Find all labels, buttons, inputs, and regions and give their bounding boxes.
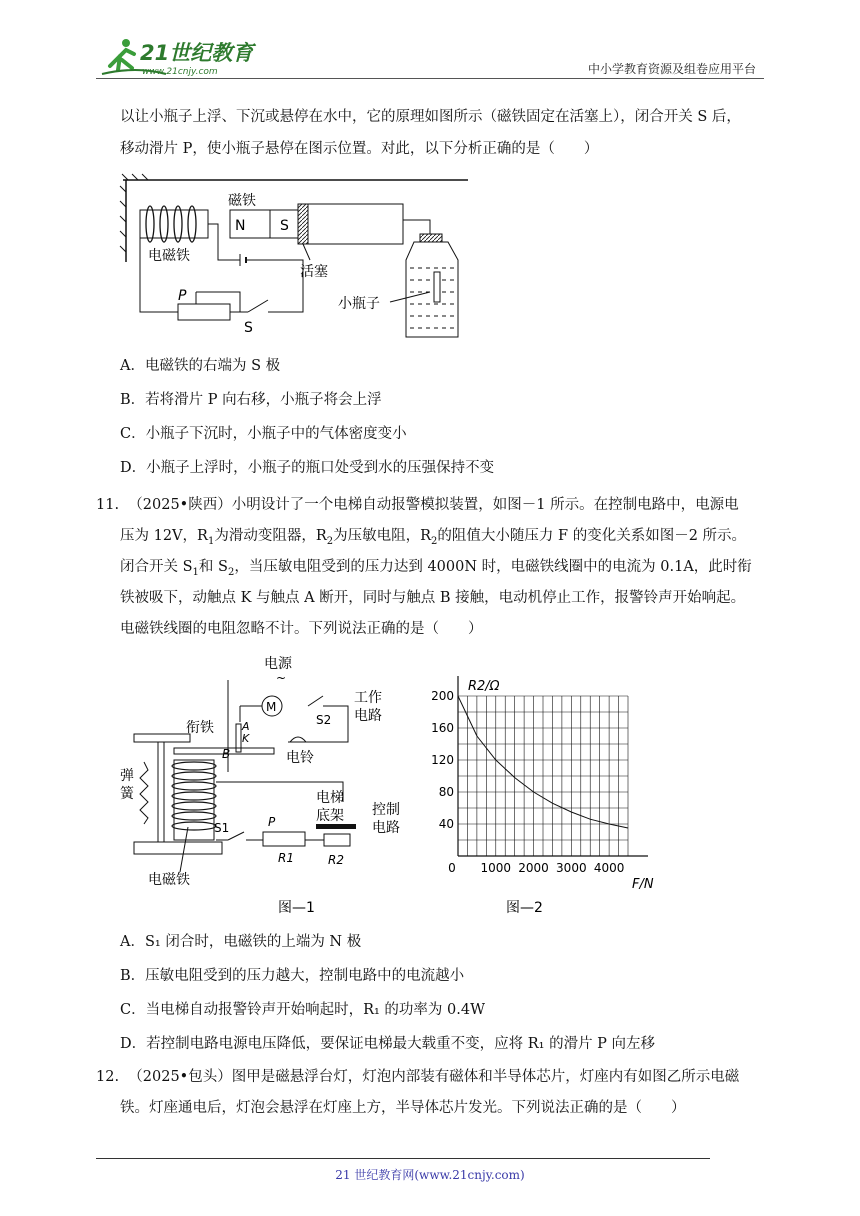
svg-text:图—1: 图—1: [278, 900, 315, 916]
q10-figure: [118, 172, 478, 342]
svg-text:弹: 弹: [120, 768, 134, 784]
svg-text:A: A: [242, 720, 250, 733]
header-divider: [96, 78, 764, 79]
x-tick-label: 4000: [593, 861, 625, 875]
magnet-n-label: N: [235, 218, 246, 234]
header-platform-text: 中小学教育资源及组卷应用平台: [587, 62, 756, 76]
svg-text:K: K: [242, 732, 250, 745]
q11-option-b[interactable]: B．压敏电阻受到的压力越大，控制电路中的电流越小: [120, 968, 465, 984]
figure-2-caption: 图—2: [506, 900, 543, 916]
svg-text:P: P: [268, 815, 276, 829]
x-tick-label: 0: [448, 861, 456, 875]
svg-text:S1: S1: [214, 821, 230, 835]
svg-text:S2: S2: [316, 713, 332, 727]
svg-text:工作: 工作: [354, 690, 382, 706]
svg-text:衔铁: 衔铁: [186, 720, 214, 736]
switch-s-label: S: [244, 320, 253, 336]
y-tick-label: 120: [431, 753, 454, 767]
svg-text:R1: R1: [278, 851, 294, 865]
y-tick-label: 40: [438, 817, 454, 831]
svg-text:电源: 电源: [264, 656, 292, 672]
q11-line-1: 11. （2025•陕西）小明设计了一个电梯自动报警模拟装置，如图－1 所示。在控制电路中，电源电: [96, 497, 739, 513]
logo-text: 21世纪教育: [140, 41, 254, 65]
q11-source: （2025•陕西）: [128, 497, 232, 513]
magnet-s-label: S: [280, 218, 289, 234]
piston-label: 活塞: [300, 264, 328, 280]
q11-option-d[interactable]: D．若控制电路电源电压降低，要保证电梯最大载重不变，应将 R₁ 的滑片 P 向左移: [120, 1036, 656, 1052]
q11-number: 11.: [96, 497, 120, 513]
q11-figure-1: [118, 652, 418, 920]
q12-line-2: 铁。灯座通电后，灯泡会悬浮在灯座上方，半导体芯片发光。下列说法正确的是（ ）: [120, 1100, 686, 1116]
q11-option-c[interactable]: C．当电梯自动报警铃声开始响起时，R₁ 的功率为 0.4W: [120, 1002, 486, 1018]
q11-line-3: 闭合开关 $S_1$和 $S_2$，当压敏电阻受到的压力达到 4000N 时，电磁铁线圈中的电流为 0.1A，此时衔: [120, 559, 752, 578]
q10-option-d[interactable]: D．小瓶子上浮时，小瓶子的瓶口处受到水的压强保持不变: [120, 460, 495, 476]
q11-option-a[interactable]: A．S₁ 闭合时，电磁铁的上端为 N 极: [120, 934, 362, 950]
y-tick-label: 80: [438, 785, 454, 799]
magnet-label: 磁铁: [228, 193, 256, 209]
q11-figure-2-chart: [431, 660, 676, 920]
svg-text:电铃: 电铃: [286, 750, 314, 766]
q12-number: 12.: [96, 1069, 120, 1085]
svg-text:电路: 电路: [354, 708, 382, 724]
site-logo: [96, 36, 256, 80]
footer-text: 21 世纪教育网(www.21cnjy.com): [335, 1168, 525, 1182]
q10-option-c[interactable]: C．小瓶子下沉时，小瓶子中的气体密度变小: [120, 426, 407, 442]
q10-line-2: 移动滑片 P，使小瓶子悬停在图示位置。对此，以下分析正确的是（ ）: [120, 141, 599, 157]
x-tick-label: 2000: [518, 861, 549, 875]
y-tick-label: 160: [431, 721, 454, 735]
bottle-label: 小瓶子: [338, 296, 380, 312]
q10-line-1: 以让小瓶子上浮、下沉或悬停在水中，它的原理如图所示（磁铁固定在活塞上），闭合开关 S 后，: [120, 109, 741, 125]
footer-divider: [96, 1158, 710, 1159]
svg-text:~: ~: [276, 671, 287, 685]
q10-option-a[interactable]: A．电磁铁的右端为 S 极: [120, 358, 281, 374]
svg-text:R2: R2: [328, 853, 344, 867]
x-tick-label: 1000: [480, 861, 512, 875]
q12-source: （2025•包头）: [128, 1069, 232, 1085]
q12-line-1: 12. （2025•包头）图甲是磁悬浮台灯，灯泡内部装有磁体和半导体芯片，灯座内有如图乙所示电磁: [96, 1069, 740, 1085]
svg-text:电梯: 电梯: [316, 790, 344, 806]
svg-text:M: M: [266, 700, 277, 714]
electromagnet-label: 电磁铁: [148, 248, 190, 264]
y-tick-label: 200: [431, 689, 454, 703]
q11-line-5: 电磁铁线圈的电阻忽略不计。下列说法正确的是（ ）: [120, 621, 483, 637]
x-tick-label: 3000: [556, 861, 587, 875]
x-axis-label: F/N: [632, 877, 654, 892]
svg-text:B: B: [222, 747, 231, 761]
q11-line-2: 压为 12V，$R_1$为滑动变阻器，$R_2$为压敏电阻，$R_2$的阻值大小随压力 F 的变化关系如图－2 所示。: [120, 528, 747, 547]
svg-text:控制: 控制: [372, 802, 400, 818]
q11-line-4: 铁被吸下，动触点 K 与触点 A 断开，同时与触点 B 接触，电动机停止工作，报警铃声开始响起。: [120, 590, 746, 606]
logo-url: www.21cnjy.com: [142, 67, 218, 77]
svg-text:电磁铁: 电磁铁: [148, 872, 190, 888]
q10-option-b[interactable]: B．若将滑片 P 向右移，小瓶子将会上浮: [120, 392, 382, 408]
slider-p-label: P: [178, 288, 187, 304]
svg-text:簧: 簧: [120, 786, 134, 802]
y-axis-label: R2/Ω: [468, 679, 500, 694]
svg-text:电路: 电路: [372, 820, 400, 836]
svg-text:底架: 底架: [316, 808, 344, 824]
